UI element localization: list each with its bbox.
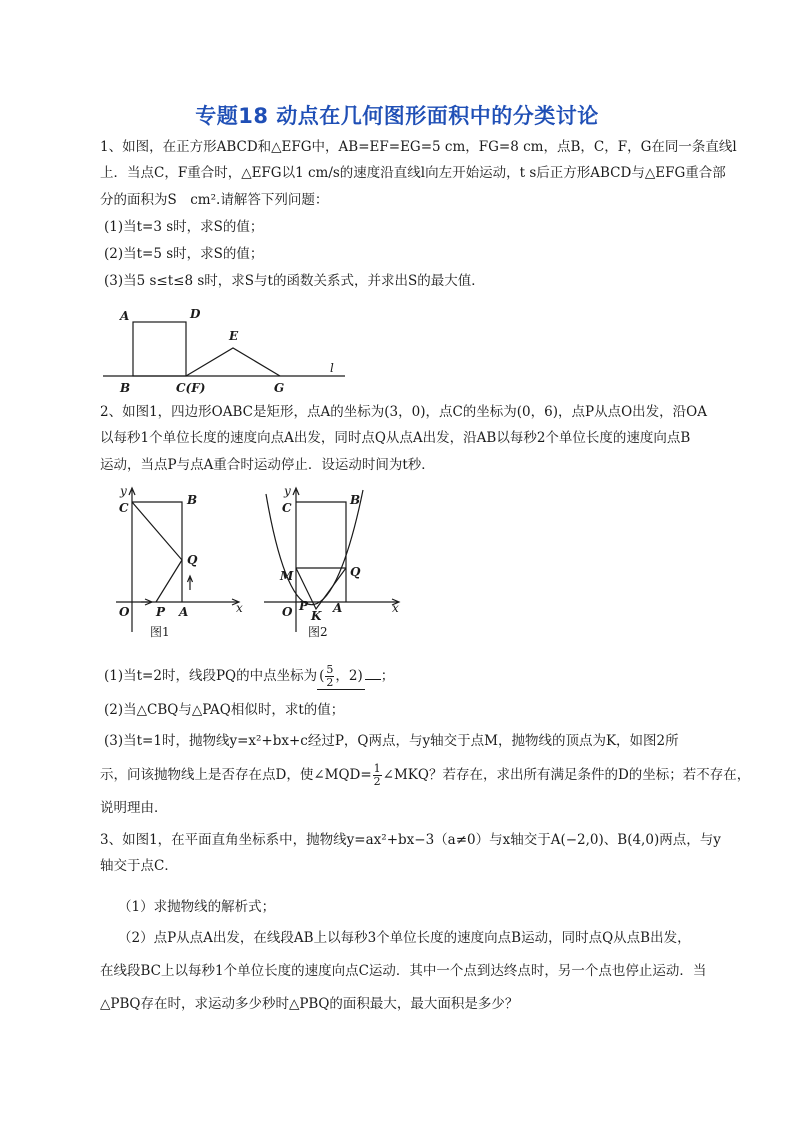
label-b: B xyxy=(120,381,131,395)
label-c: C xyxy=(282,501,292,515)
rectangle-oabc xyxy=(296,502,346,602)
label-cf: C(F) xyxy=(176,381,206,395)
p2-line3: 运动，当点P与点A重合时运动停止．设运动时间为t秒． xyxy=(100,457,435,473)
label-m: M xyxy=(280,569,294,583)
label-d: D xyxy=(190,307,201,321)
p2-q1-text: (1)当t=2时，线段PQ的中点坐标为 xyxy=(104,668,318,684)
p3-question2-line1: （2）点P从点A出发，在线段AB上以每秒3个单位长度的速度向点B运动，同时点Q从点B出发， xyxy=(118,930,691,946)
label-a: A xyxy=(179,605,189,619)
p3-question2-line3: △PBQ存在时，求运动多少秒时△PBQ的面积最大，最大面积是多少？ xyxy=(100,996,519,1012)
segments-cq-pq xyxy=(132,502,182,602)
p2-line2: 以每秒1个单位长度的速度向点A出发，同时点Q从点A出发，沿AB以每秒2个单位长度的速度向点B xyxy=(100,430,691,446)
figure1-caption: 图1 xyxy=(150,625,170,639)
label-e: E xyxy=(229,329,239,343)
square-abcd xyxy=(133,322,186,376)
p1-line3: 分的面积为S cm².请解答下列问题： xyxy=(100,192,329,208)
label-p: P xyxy=(299,599,309,613)
label-x: x xyxy=(236,601,243,615)
p1-question3: (3)当5 s≤t≤8 s时，求S与t的函数关系式，并求出S的最大值． xyxy=(104,273,485,289)
p3-question2-line2: 在线段BC上以每秒1个单位长度的速度向点C运动．其中一个点到达终点时，另一个点也停止运动．当 xyxy=(100,963,707,979)
p2-line1: 2、如图1，四边形OABC是矩形，点A的坐标为(3，0)，点C的坐标为(0，6)，点P从点O出发，沿OA xyxy=(100,404,707,420)
fraction-five-halves: $\frac{5}{2}$ xyxy=(326,663,334,689)
label-o: O xyxy=(119,605,130,619)
label-a: A xyxy=(120,309,130,323)
triangle-efg xyxy=(186,348,280,376)
page-title: 专题18 动点在几何图形面积中的分类讨论 xyxy=(195,104,599,128)
label-o: O xyxy=(282,605,293,619)
p2-question2: (2)当△CBQ与△PAQ相似时，求t的值； xyxy=(104,702,345,718)
label-q: Q xyxy=(187,553,198,567)
p2-question3-line3: 说明理由． xyxy=(100,800,168,816)
p1-line1: 1、如图，在正方形ABCD和△EFG中，AB=EF=EG=5 cm，FG=8 cm，点B，C，F，G在同一条直线l xyxy=(100,139,737,155)
label-k: K xyxy=(311,609,322,623)
p3-question1: （1）求抛物线的解析式； xyxy=(118,899,276,915)
label-c: C xyxy=(119,501,129,515)
p1-question2: (2)当t=5 s时，求S的值； xyxy=(104,246,264,262)
label-y: y xyxy=(284,484,291,498)
label-a: A xyxy=(333,601,343,615)
answer-blank xyxy=(365,679,381,680)
p2-question3-line2: 示，问该抛物线上是否存在点D，使∠MQD= $\frac{1}{2}$ ∠MKQ？若存在，求出所有满足条件的D的坐标；若不存在， xyxy=(100,762,751,788)
p3-line1: 3、如图1，在平面直角坐标系中，抛物线y=ax²+bx−3（a≠0）与x轴交于A(−2,0)、B(4,0)两点，与y xyxy=(100,832,721,848)
label-g: G xyxy=(274,381,285,395)
p3-line2: 轴交于点C． xyxy=(100,858,178,874)
p1-line2: 上．当点C，F重合时，△EFG以1 cm/s的速度沿直线l向左开始运动，t s后正方形ABCD与△EFG重合部 xyxy=(100,165,726,181)
p2-q1-answer: ( $\frac{5}{2}$ ，2) xyxy=(319,663,363,689)
p2-question1: (1)当t=2时，线段PQ的中点坐标为 ( $\frac{5}{2}$ ，2) ； xyxy=(104,663,395,689)
p1-question1: (1)当t=3 s时，求S的值； xyxy=(104,219,264,235)
p2-figure1 xyxy=(108,482,248,642)
figure2-caption: 图2 xyxy=(308,625,328,639)
label-p: P xyxy=(156,605,166,619)
parabola xyxy=(266,490,363,605)
label-x: x xyxy=(392,601,399,615)
p2-figure2 xyxy=(258,482,408,642)
label-y: y xyxy=(120,484,127,498)
label-b: B xyxy=(350,493,361,507)
p1-figure xyxy=(100,300,360,400)
label-l: l xyxy=(330,361,334,375)
fraction-one-half: $\frac{1}{2}$ xyxy=(373,762,381,788)
label-q: Q xyxy=(350,565,361,579)
p2-question3-line1: (3)当t=1时，抛物线y=x²+bx+c经过P，Q两点，与y轴交于点M，抛物线的顶点为K，如图2所 xyxy=(104,733,679,749)
label-b: B xyxy=(187,493,198,507)
